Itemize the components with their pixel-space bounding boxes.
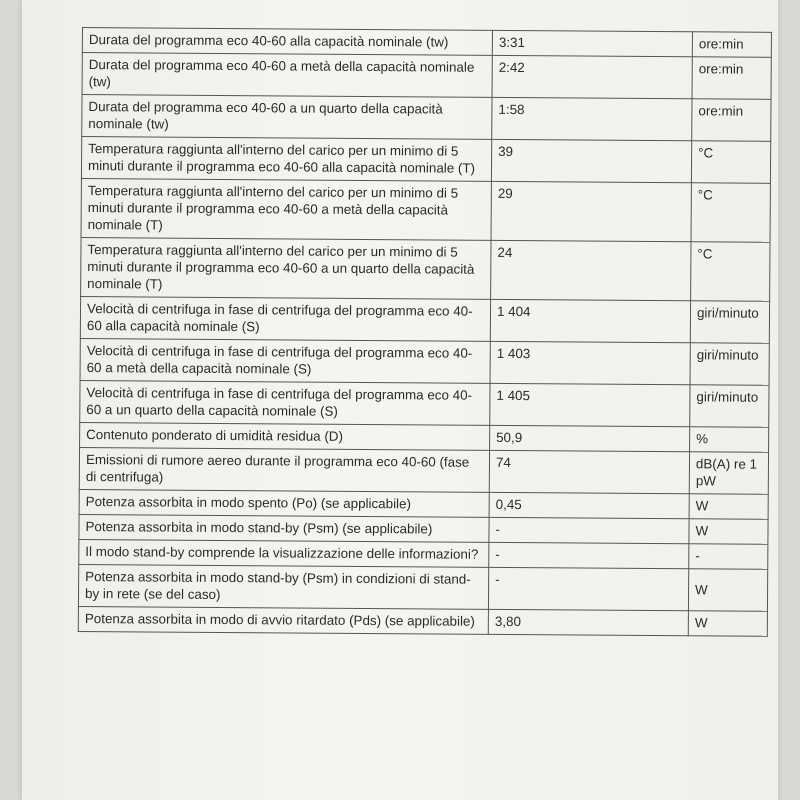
row-unit: °C xyxy=(691,141,770,184)
row-value: 29 xyxy=(491,181,691,241)
row-description: Potenza assorbita in modo spento (Po) (se applicabile) xyxy=(79,489,489,517)
row-unit: °C xyxy=(691,183,770,243)
row-value: 24 xyxy=(491,240,691,300)
row-unit: W xyxy=(689,519,768,545)
row-description: Potenza assorbita in modo stand-by (Psm) (se applicabile) xyxy=(79,514,489,542)
row-unit: ore:min xyxy=(692,99,771,142)
table-row xyxy=(81,137,770,184)
row-unit: dB(A) re 1 pW xyxy=(689,452,768,495)
row-value: 39 xyxy=(491,139,691,182)
row-value: 1 403 xyxy=(490,341,690,384)
row-unit: giri/minuto xyxy=(690,301,769,344)
row-description: Potenza assorbita in modo di avvio ritardato (Pds) (se applicabile) xyxy=(78,606,488,634)
table-row xyxy=(78,564,767,611)
table-row xyxy=(80,338,769,385)
table-row xyxy=(81,178,770,242)
row-unit: ore:min xyxy=(692,32,771,58)
row-description: Contenuto ponderato di umidità residua (D) xyxy=(80,422,490,450)
table-row xyxy=(79,447,768,494)
row-value: - xyxy=(488,567,688,610)
specifications-table-body xyxy=(78,28,771,637)
row-description: Durata del programma eco 40-60 alla capacità nominale (tw) xyxy=(82,28,492,56)
row-description: Emissioni di rumore aereo durante il programma eco 40-60 (fase di centrifuga) xyxy=(79,447,489,492)
row-value: 1 405 xyxy=(490,383,690,426)
row-value: 2:42 xyxy=(492,55,692,98)
row-value: - xyxy=(489,517,689,543)
row-value: 50,9 xyxy=(490,425,690,451)
row-description: Durata del programma eco 40-60 a un quarto della capacità nominale (tw) xyxy=(82,95,492,140)
row-description: Velocità di centrifuga in fase di centrifuga del programma eco 40-60 alla capacità nominale (S) xyxy=(80,296,490,341)
row-description: Durata del programma eco 40-60 a metà della capacità nominale (tw) xyxy=(82,53,492,98)
row-unit: W xyxy=(688,569,767,612)
table-row xyxy=(80,380,769,427)
row-description: Temperatura raggiunta all'interno del carico per un minimo di 5 minuti durante il programma eco 40-60 a un quarto della capacità nominale (T) xyxy=(81,237,491,299)
table-row xyxy=(82,53,771,100)
row-value: - xyxy=(489,542,689,568)
table-row xyxy=(80,296,769,343)
row-value: 3:31 xyxy=(492,30,692,56)
row-description: Velocità di centrifuga in fase di centrifuga del programma eco 40-60 a metà della capacità nominale (S) xyxy=(80,338,490,383)
row-description: Potenza assorbita in modo stand-by (Psm) in condizioni di stand-by in rete (se del caso) xyxy=(78,564,488,609)
table-row xyxy=(81,237,770,301)
row-unit: W xyxy=(689,494,768,520)
row-value: 3,80 xyxy=(488,609,688,635)
row-unit: giri/minuto xyxy=(690,343,769,386)
row-value: 74 xyxy=(489,450,689,493)
row-value: 1 404 xyxy=(490,299,690,342)
row-unit: °C xyxy=(691,242,770,302)
row-unit: ore:min xyxy=(692,57,771,100)
row-unit: W xyxy=(688,611,767,637)
row-value: 1:58 xyxy=(492,97,692,140)
specifications-table xyxy=(78,27,772,637)
document-page xyxy=(22,0,778,800)
row-unit: % xyxy=(690,427,769,453)
row-value: 0,45 xyxy=(489,492,689,518)
table-row xyxy=(78,606,767,636)
row-unit: - xyxy=(689,544,768,570)
row-description: Temperatura raggiunta all'interno del carico per un minimo di 5 minuti durante il programma eco 40-60 alla capacità nominale (T) xyxy=(81,137,491,182)
row-description: Il modo stand-by comprende la visualizzazione delle informazioni? xyxy=(79,539,489,567)
row-unit: giri/minuto xyxy=(690,385,769,428)
row-description: Temperatura raggiunta all'interno del carico per un minimo di 5 minuti durante il programma eco 40-60 a metà della capacità nominale (T) xyxy=(81,178,491,240)
table-row xyxy=(82,95,771,142)
row-description: Velocità di centrifuga in fase di centrifuga del programma eco 40-60 a un quarto della capacità nominale (S) xyxy=(80,380,490,425)
